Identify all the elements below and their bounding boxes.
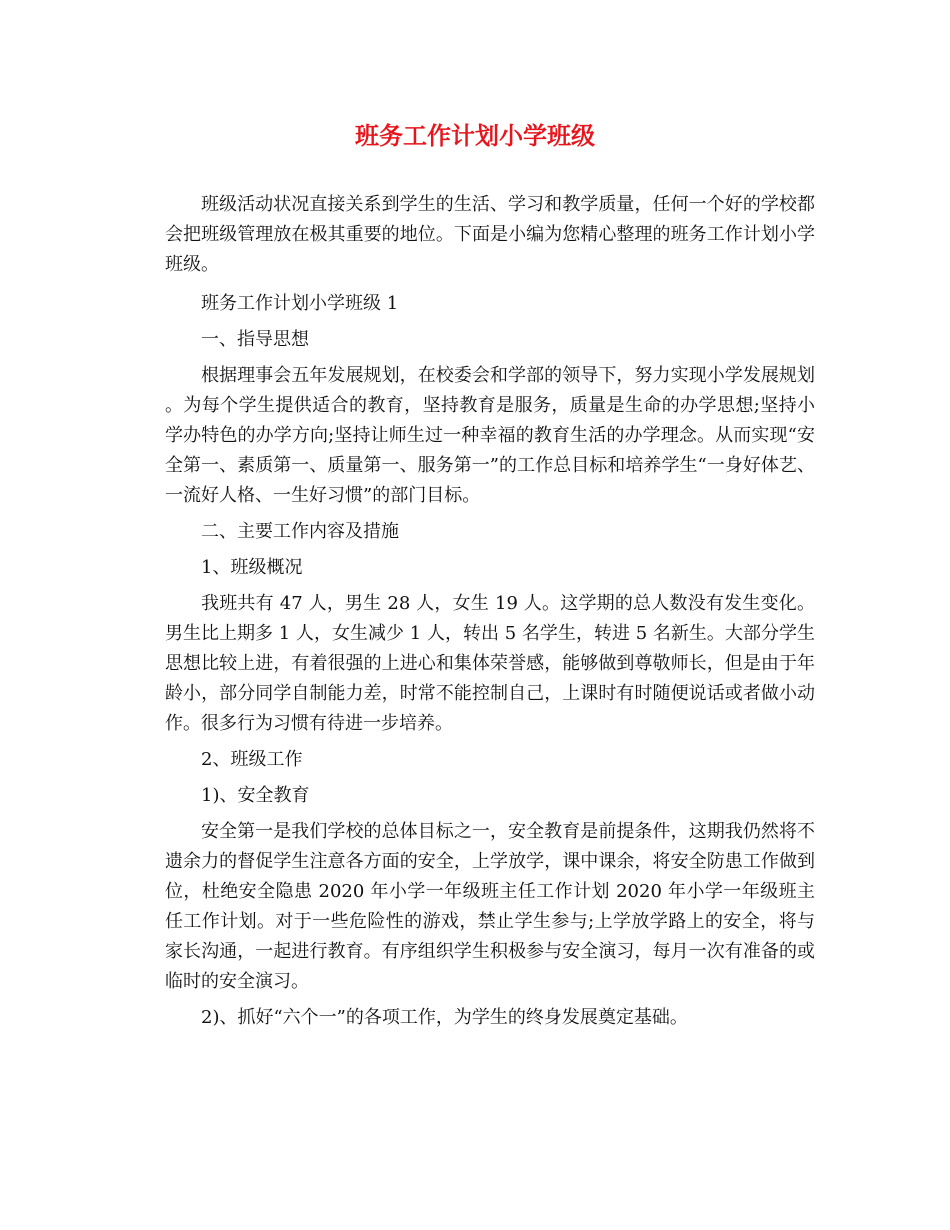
paragraph-safety-education: 安全第一是我们学校的总体目标之一，安全教育是前提条件，这期我仍然将不遗余力的督促学生注意各方面的安全，上学放学，课中课余，将安全防患工作做到位，杜绝安全隐患 2020 年小学一年级班主任工作计划 2020 年小学一年级班主任工作计划。对于一些危险性的游戏，禁止学生参与;上学放学路上的安全，将与家长沟通，一起进行教育。有序组织学生积极参与安全演习，每月一次有准备的或临时的安全演习。 — [165, 821, 815, 992]
heading-class-overview: 1、班级概况 — [201, 557, 303, 578]
document-body — [165, 190, 815, 1033]
heading-main-work: 二、主要工作内容及措施 — [201, 521, 399, 542]
paragraph-class-overview: 我班共有 47 人，男生 28 人，女生 19 人。这学期的总人数没有发生变化。男生比上期多 1 人，女生减少 1 人，转出 5 名学生，转进 5 名新生。大部分学生思想比较上进，有着很强的上进心和集体荣誉感，能够做到尊敬师长，但是由于年龄小，部分同学自制能力差，时常不能控制自己，上课时有时随便说话或者做小动作。很多行为习惯有待进一步培养。 — [165, 593, 815, 734]
heading-six-ones: 2)、抓好“六个一”的各项工作，为学生的终身发展奠定基础。 — [201, 1007, 688, 1028]
heading-safety-education: 1)、安全教育 — [201, 785, 310, 806]
paragraph-guiding-thought: 根据理事会五年发展规划，在校委会和学部的领导下，努力实现小学发展规划。为每个学生提供适合的教育，坚持教育是服务，质量是生命的办学思想;坚持小学办特色的办学方向;坚持让师生过一种幸福的教育生活的办学理念。从而实现“安全第一、素质第一、质量第一、服务第一”的工作总目标和培养学生“一身好体艺、一流好人格、一生好习惯”的部门目标。 — [165, 365, 815, 506]
heading-class-work: 2、班级工作 — [201, 749, 303, 770]
intro-paragraph: 班级活动状况直接关系到学生的生活、学习和教学质量，任何一个好的学校都会把班级管理放在极其重要的地位。下面是小编为您精心整理的班务工作计划小学班级。 — [165, 194, 815, 275]
heading-guiding-thought: 一、指导思想 — [201, 329, 309, 350]
section-title: 班务工作计划小学班级 1 — [201, 293, 399, 314]
document-title: 班务工作计划小学班级 — [355, 122, 595, 150]
